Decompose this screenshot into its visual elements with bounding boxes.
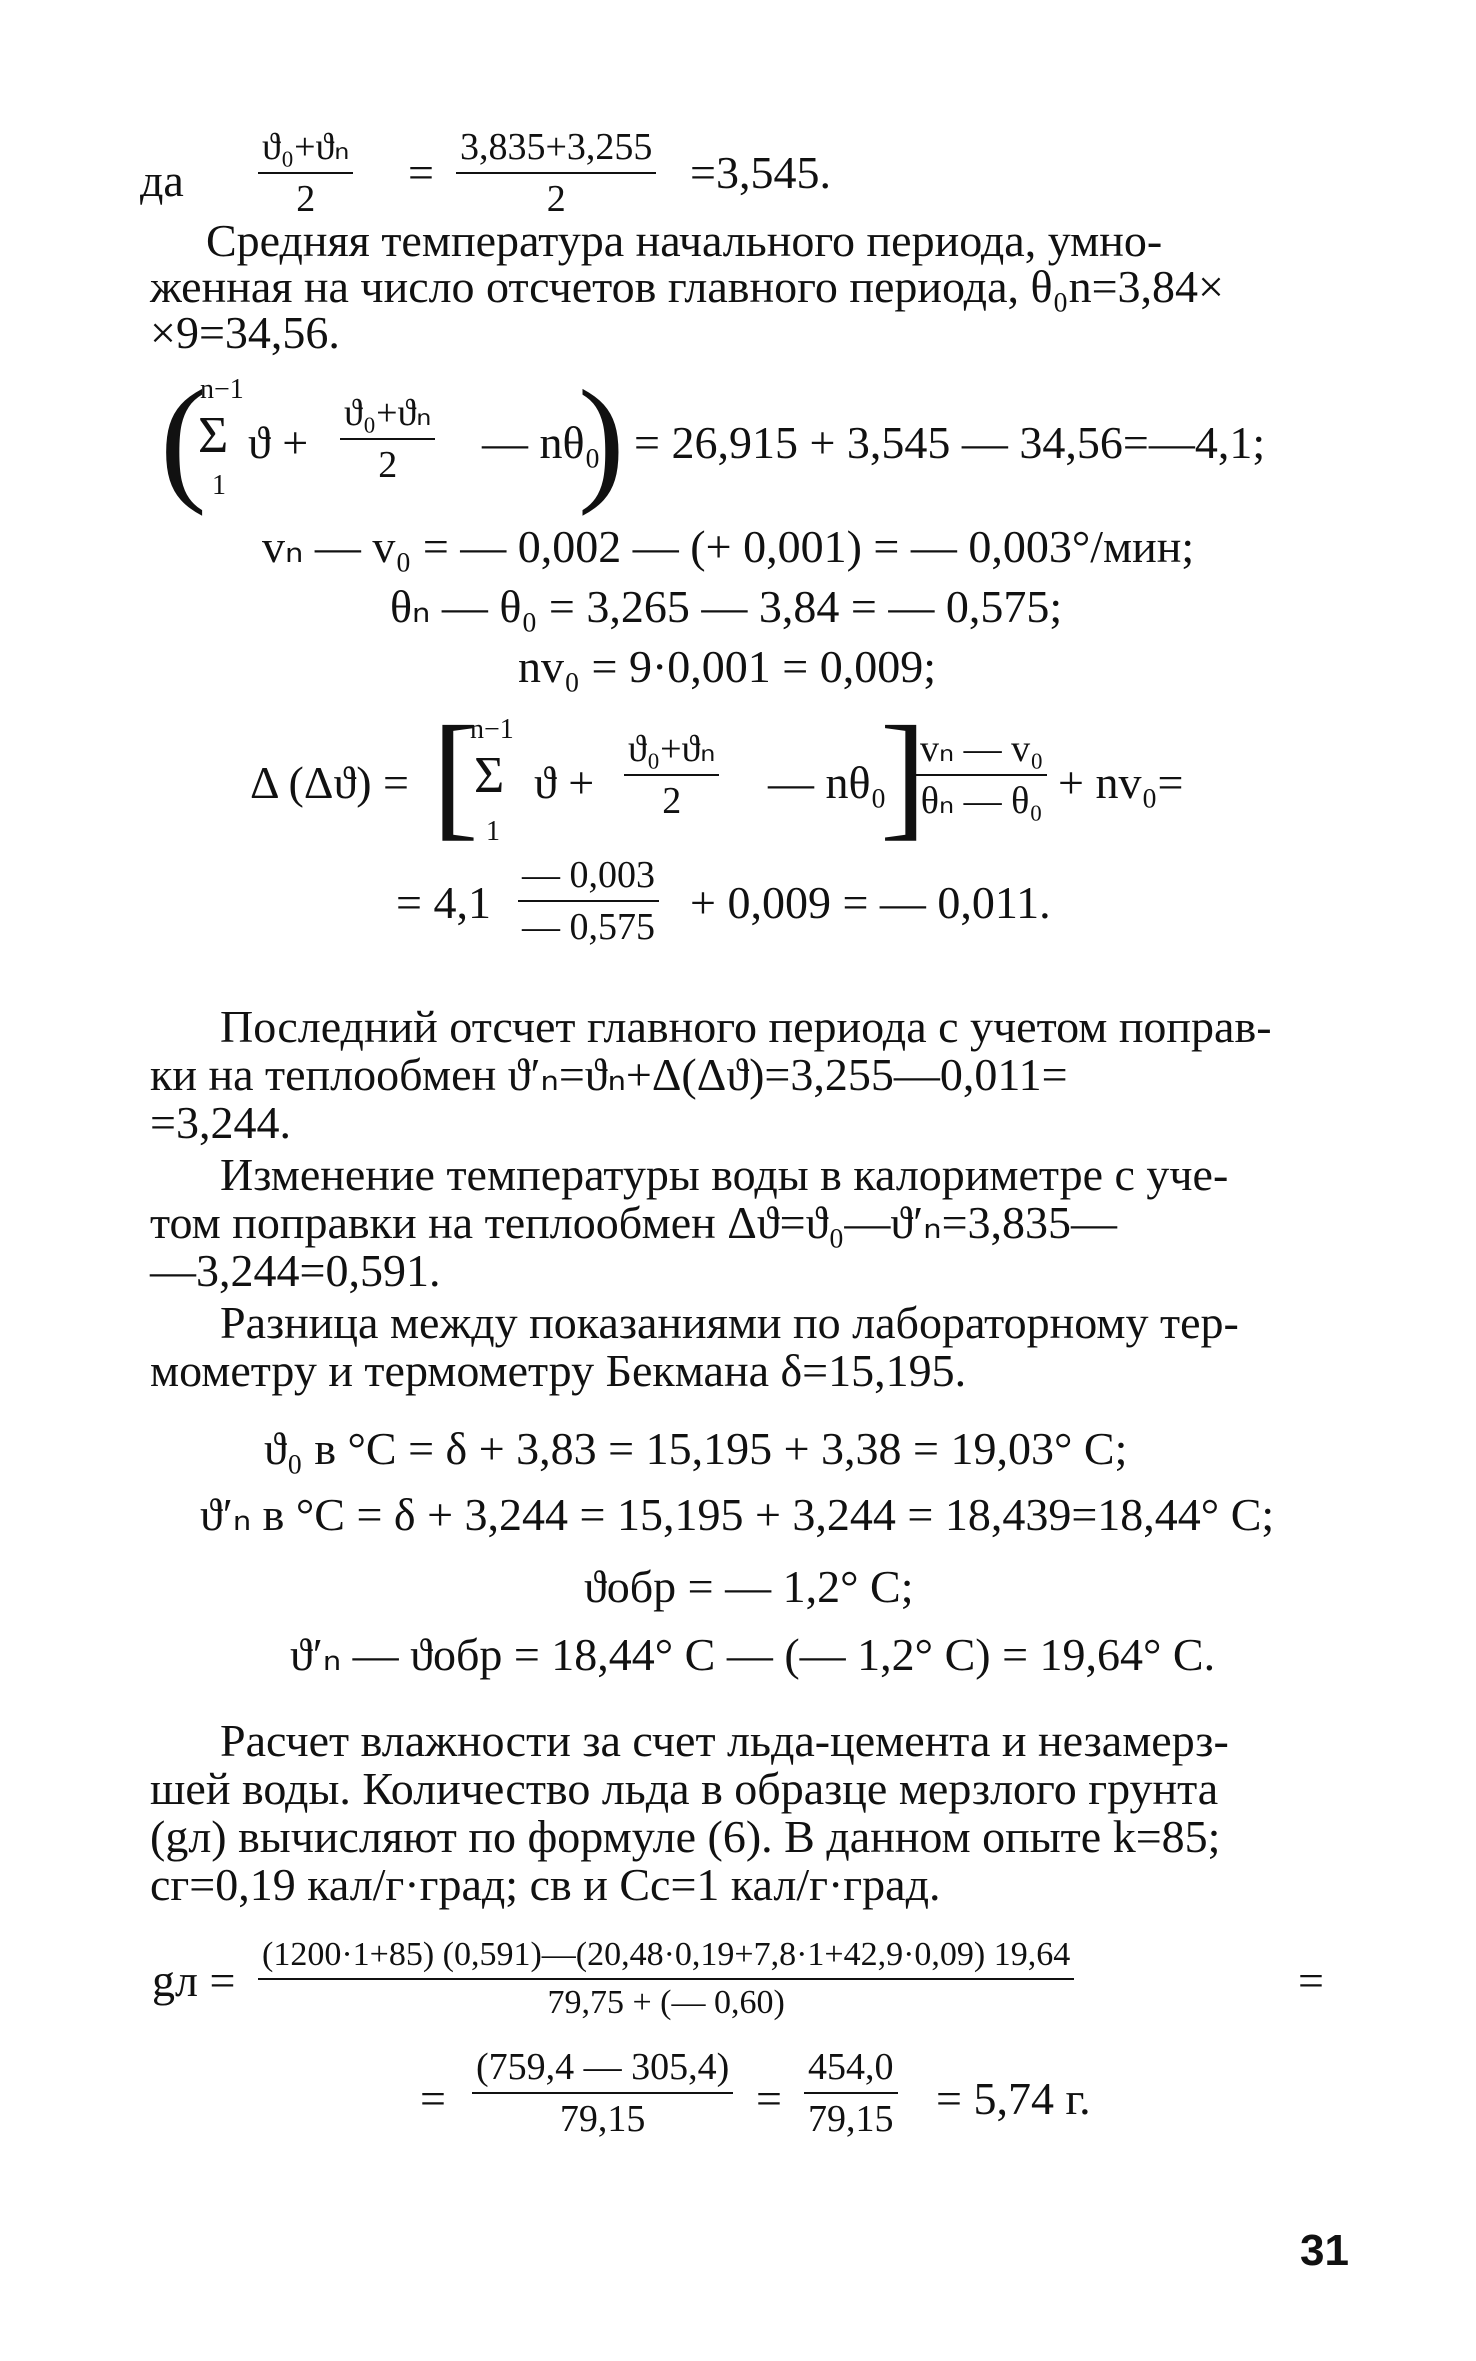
- fraction-numerator: ϑ₀+ϑₙ: [258, 128, 353, 174]
- paragraph-line: —3,244=0,591.: [150, 1245, 441, 1296]
- paragraph-line: Изменение температуры воды в калориметре с уче-: [220, 1149, 1229, 1200]
- equation-tail: + nv₀=: [1058, 757, 1184, 808]
- da-label: да: [140, 155, 184, 206]
- fraction-denominator: 2: [662, 780, 682, 822]
- fraction-denominator: 79,15: [559, 2098, 646, 2140]
- fraction-denominator: — 0,575: [522, 906, 655, 948]
- equation-lhs: Δ (Δϑ) =: [250, 757, 409, 808]
- sum-sign: Σ: [198, 407, 229, 464]
- sum-upper-limit: n−1: [470, 714, 514, 745]
- sum-term: ϑ +: [534, 757, 595, 808]
- equation-line: vₙ — v₀ = — 0,002 — (+ 0,001) = — 0,003°/мин;: [262, 521, 1195, 572]
- temperature-line: ϑ′ₙ — ϑобр = 18,44° C — (— 1,2° C) = 19,64° C.: [290, 1629, 1216, 1680]
- paragraph-line: Средняя температура начального периода, умно-: [206, 215, 1163, 266]
- result-value: =3,545.: [690, 147, 831, 198]
- fraction-numerator: 3,835+3,255: [456, 128, 656, 174]
- equals-sign: =: [756, 2073, 782, 2124]
- right-paren: ): [578, 362, 625, 517]
- paragraph-line: шей воды. Количество льда в образце мерзлого грунта: [150, 1763, 1219, 1814]
- left-bracket: [: [432, 698, 479, 853]
- equation-lhs: = 4,1: [396, 877, 491, 928]
- left-paren: (: [160, 362, 207, 517]
- fraction-quotient: [804, 2048, 898, 2138]
- n-theta-term: — nθ₀: [482, 417, 601, 468]
- sum-sign: Σ: [474, 747, 505, 804]
- paragraph-line: Расчет влажности за счет льда-цемента и незамерз-: [220, 1715, 1229, 1766]
- sum-upper-limit: n−1: [200, 374, 244, 405]
- equation-rhs: = 26,915 + 3,545 — 34,56=—4,1;: [634, 417, 1266, 468]
- paragraph-line: женная на число отсчетов главного периода, θ₀n=3,84×: [150, 261, 1224, 312]
- equals-sign: =: [408, 147, 434, 198]
- paragraph-line: том поправки на теплообмен Δϑ=ϑ₀—ϑ′ₙ=3,835—: [150, 1197, 1118, 1248]
- paragraph-line: Последний отсчет главного периода с учетом поправ-: [220, 1001, 1272, 1052]
- paragraph-line: cг=0,19 кал/г·град; cв и Cс=1 кал/г·град.: [150, 1859, 941, 1910]
- equation-line: θₙ — θ₀ = 3,265 — 3,84 = — 0,575;: [390, 581, 1063, 632]
- temperature-line: ϑ′ₙ в °C = δ + 3,244 = 15,195 + 3,244 = 18,439=18,44° C;: [200, 1489, 1275, 1540]
- fraction-denominator: 2: [296, 178, 316, 220]
- equation-lhs: gл =: [152, 1955, 236, 2006]
- fraction-theta-avg: [340, 394, 435, 484]
- fraction-numerator: vₙ — v₀: [916, 730, 1047, 776]
- fraction-numerator: (759,4 — 305,4): [472, 2048, 733, 2094]
- equation-lhs: =: [420, 2073, 446, 2124]
- paragraph-line: =3,244.: [150, 1097, 291, 1148]
- page-number: 31: [1300, 2226, 1349, 2275]
- fraction-theta-avg: [624, 730, 719, 820]
- paragraph-line: Разница между показаниями по лабораторному тер-: [220, 1297, 1239, 1348]
- equation-tail: =: [1298, 1955, 1324, 2006]
- sum-term: ϑ +: [248, 417, 309, 468]
- fraction-denominator: 79,15: [808, 2098, 894, 2140]
- equation-tail: + 0,009 = — 0,011.: [690, 877, 1051, 928]
- n-theta-term: — nθ₀: [768, 757, 887, 808]
- right-bracket: ]: [880, 698, 927, 853]
- paragraph-line: ки на теплообмен ϑ′ₙ=ϑₙ+Δ(Δϑ)=3,255—0,011=: [150, 1049, 1068, 1100]
- fraction-values: [456, 128, 656, 218]
- fraction-ice-mass: [258, 1938, 1074, 2020]
- fraction-numerator: (1200·1+85) (0,591)—(20,48·0,19+7,8·1+42,9·0,09) 19,64: [258, 1938, 1074, 1980]
- fraction-numerator: ϑ₀+ϑₙ: [340, 394, 435, 440]
- fraction-rate-ratio: [916, 730, 1047, 820]
- equation-line: nv₀ = 9·0,001 = 0,009;: [518, 641, 937, 692]
- fraction-numerator: — 0,003: [518, 856, 659, 902]
- fraction-theta-avg: [258, 128, 353, 218]
- sum-lower-limit: 1: [486, 816, 500, 847]
- temperature-line: ϑ₀ в °C = δ + 3,83 = 15,195 + 3,38 = 19,03° C;: [264, 1423, 1128, 1474]
- paragraph-line: (gл) вычисляют по формуле (6). В данном опыте k=85;: [150, 1811, 1221, 1862]
- fraction-denominator: 2: [546, 178, 566, 220]
- fraction-numerator: ϑ₀+ϑₙ: [624, 730, 719, 776]
- fraction-correction: [518, 856, 659, 946]
- temperature-line: ϑобр = — 1,2° C;: [584, 1561, 914, 1612]
- sum-lower-limit: 1: [212, 470, 226, 501]
- fraction-denominator: 2: [378, 444, 398, 486]
- fraction-denominator: 79,75 + (— 0,60): [547, 1984, 785, 2021]
- fraction-numerator: 454,0: [804, 2048, 898, 2094]
- paragraph-line: ×9=34,56.: [150, 307, 340, 358]
- fraction-denominator: θₙ — θ₀: [920, 780, 1043, 822]
- fraction-difference: [472, 2048, 733, 2138]
- paragraph-line: мометру и термометру Бекмана δ=15,195.: [150, 1345, 967, 1396]
- equation-tail: = 5,74 г.: [936, 2073, 1091, 2124]
